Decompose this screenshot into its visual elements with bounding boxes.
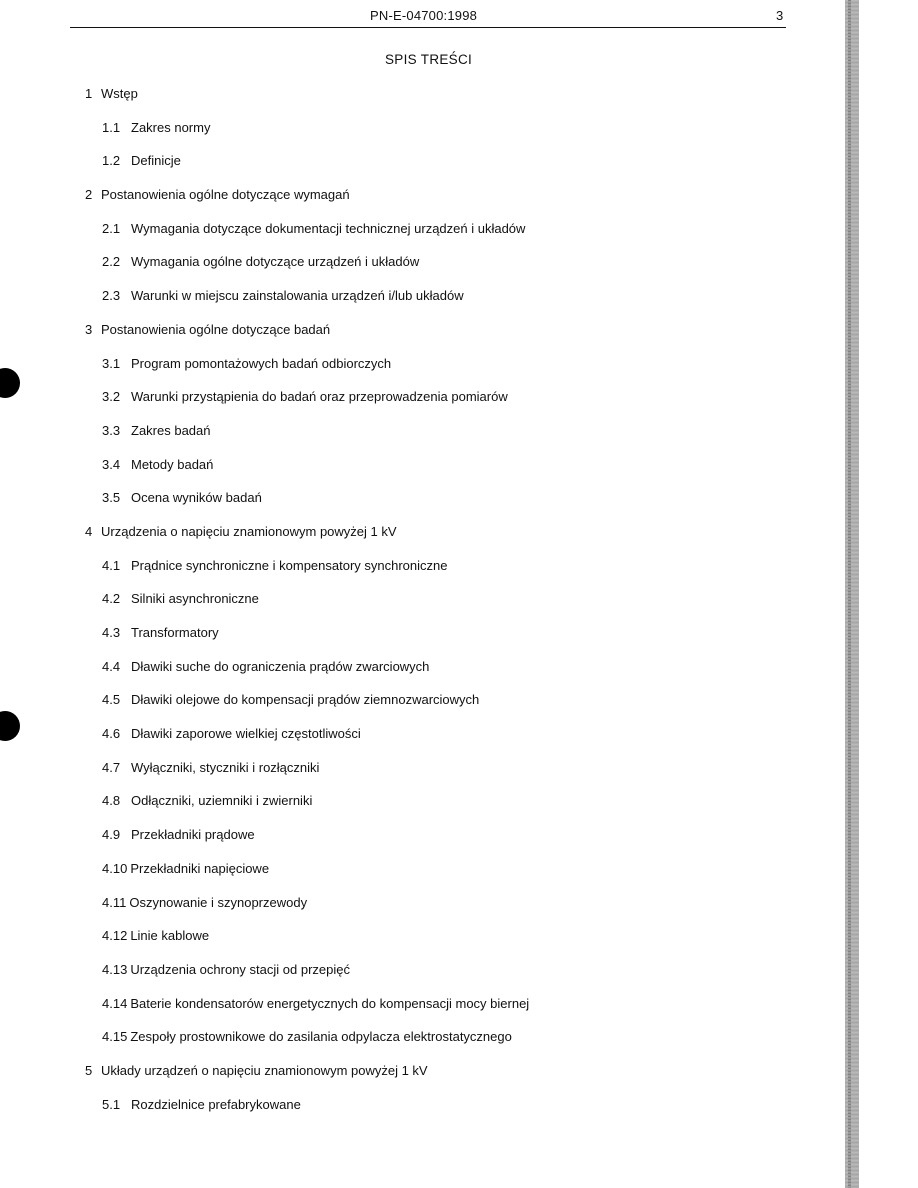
toc-entry-label: Układy urządzeń o napięciu znamionowym powyżej 1 kV [101,1062,428,1078]
toc-entry-number: 4.15 [102,1029,128,1045]
punch-hole [0,368,20,398]
page-number: 3 [776,8,784,23]
toc-entry-number: 3.2 [102,389,121,405]
toc-entry-number: 3 [85,321,93,337]
toc-entry-number: 4.10 [102,860,128,876]
toc-entry-number: 3.5 [102,490,121,506]
toc-entry-label: Dławiki zaporowe wielkiej częstotliwości [131,726,361,742]
toc-entry-label: Przekładniki prądowe [131,827,255,843]
toc-entry-number: 4.11 [102,894,127,910]
toc-entry-number: 2.2 [102,254,121,270]
toc-entry-label: Ocena wyników badań [131,490,262,506]
toc-entry-number: 2.3 [102,288,121,304]
toc-entry-number: 2.1 [102,220,121,236]
toc-entry-label: Wstęp [101,86,138,101]
toc-entry-number: 3.4 [102,456,121,472]
toc-entry-number: 3.1 [102,355,121,371]
toc-entry-number: 4.1 [102,557,121,573]
scan-edge-artifact [845,0,859,1188]
toc-entry-number: 4.14 [102,995,128,1011]
punch-hole [0,711,20,741]
toc-entry-label: Prądnice synchroniczne i kompensatory synchroniczne [131,557,448,573]
toc-entry-number: 2 [85,187,93,203]
toc-entry-number: 4.3 [102,625,121,640]
toc-entry-label: Rozdzielnice prefabrykowane [131,1096,301,1112]
toc-entry-label: Dławiki olejowe do kompensacji prądów ziemnozwarciowych [131,692,480,708]
toc-entry-number: 4.6 [102,726,121,742]
document-code: PN-E-04700:1998 [370,8,478,23]
toc-entry-label: Zespoły prostownikowe do zasilania odpylacza elektrostatycznego [130,1029,512,1045]
toc-entry-number: 4 [85,523,93,539]
toc-entry-label: Baterie kondensatorów energetycznych do kompensacji mocy biernej [130,995,530,1011]
toc-entry-label: Metody badań [131,456,214,472]
toc-entry-number: 4.7 [102,759,121,775]
toc-entry-number: 4.2 [102,591,121,607]
toc-entry-label: Urządzenia ochrony stacji od przepięć [130,961,350,977]
toc-entry-label: Postanowienia ogólne dotyczące badań [101,321,331,337]
toc-entry-label: Przekładniki napięciowe [130,860,270,876]
toc-entry-label: Warunki w miejscu zainstalowania urządzeń i/lub układów [131,288,464,304]
toc-entry-label: Transformatory [131,625,219,640]
toc-title: SPIS TREŚCI [385,52,473,67]
toc-entry-number: 1 [85,86,93,101]
toc-entry-number: 4.9 [102,827,121,843]
toc-entry-label: Wymagania dotyczące dokumentacji technicznej urządzeń i układów [131,220,526,236]
toc-entry-number: 5 [85,1062,93,1078]
toc-entry-number: 4.12 [102,928,128,944]
toc-entry-number: 4.13 [102,961,128,977]
toc-entry-number: 4.4 [102,658,121,674]
header-rule [70,27,786,28]
toc-entry-number: 1.2 [102,153,121,169]
toc-entry-label: Silniki asynchroniczne [131,591,259,607]
toc-entry-number: 5.1 [102,1096,121,1112]
toc-entry-label: Oszynowanie i szynoprzewody [129,894,308,910]
toc-entry-label: Odłączniki, uziemniki i zwierniki [131,793,313,809]
toc-entry-label: Zakres normy [131,119,211,135]
toc-entry-number: 4.8 [102,793,121,809]
toc-entry-label: Urządzenia o napięciu znamionowym powyżej 1 kV [101,523,397,539]
toc-entry-label: Warunki przystąpienia do badań oraz przeprowadzenia pomiarów [131,389,508,405]
toc-entry-label: Zakres badań [131,422,211,438]
toc-entry-number: 4.5 [102,692,121,708]
toc-entry-label: Dławiki suche do ograniczenia prądów zwarciowych [131,658,430,674]
toc-entry-label: Wyłączniki, styczniki i rozłączniki [131,759,320,775]
toc-entry-label: Program pomontażowych badań odbiorczych [131,355,392,371]
toc-entry-label: Postanowienia ogólne dotyczące wymagań [101,187,350,203]
toc-entry-label: Definicje [131,153,181,169]
toc-entry-label: Linie kablowe [130,928,210,944]
toc-entry-number: 3.3 [102,422,121,438]
toc-entry-label: Wymagania ogólne dotyczące urządzeń i układów [131,254,420,270]
toc-entry-number: 1.1 [102,119,121,135]
